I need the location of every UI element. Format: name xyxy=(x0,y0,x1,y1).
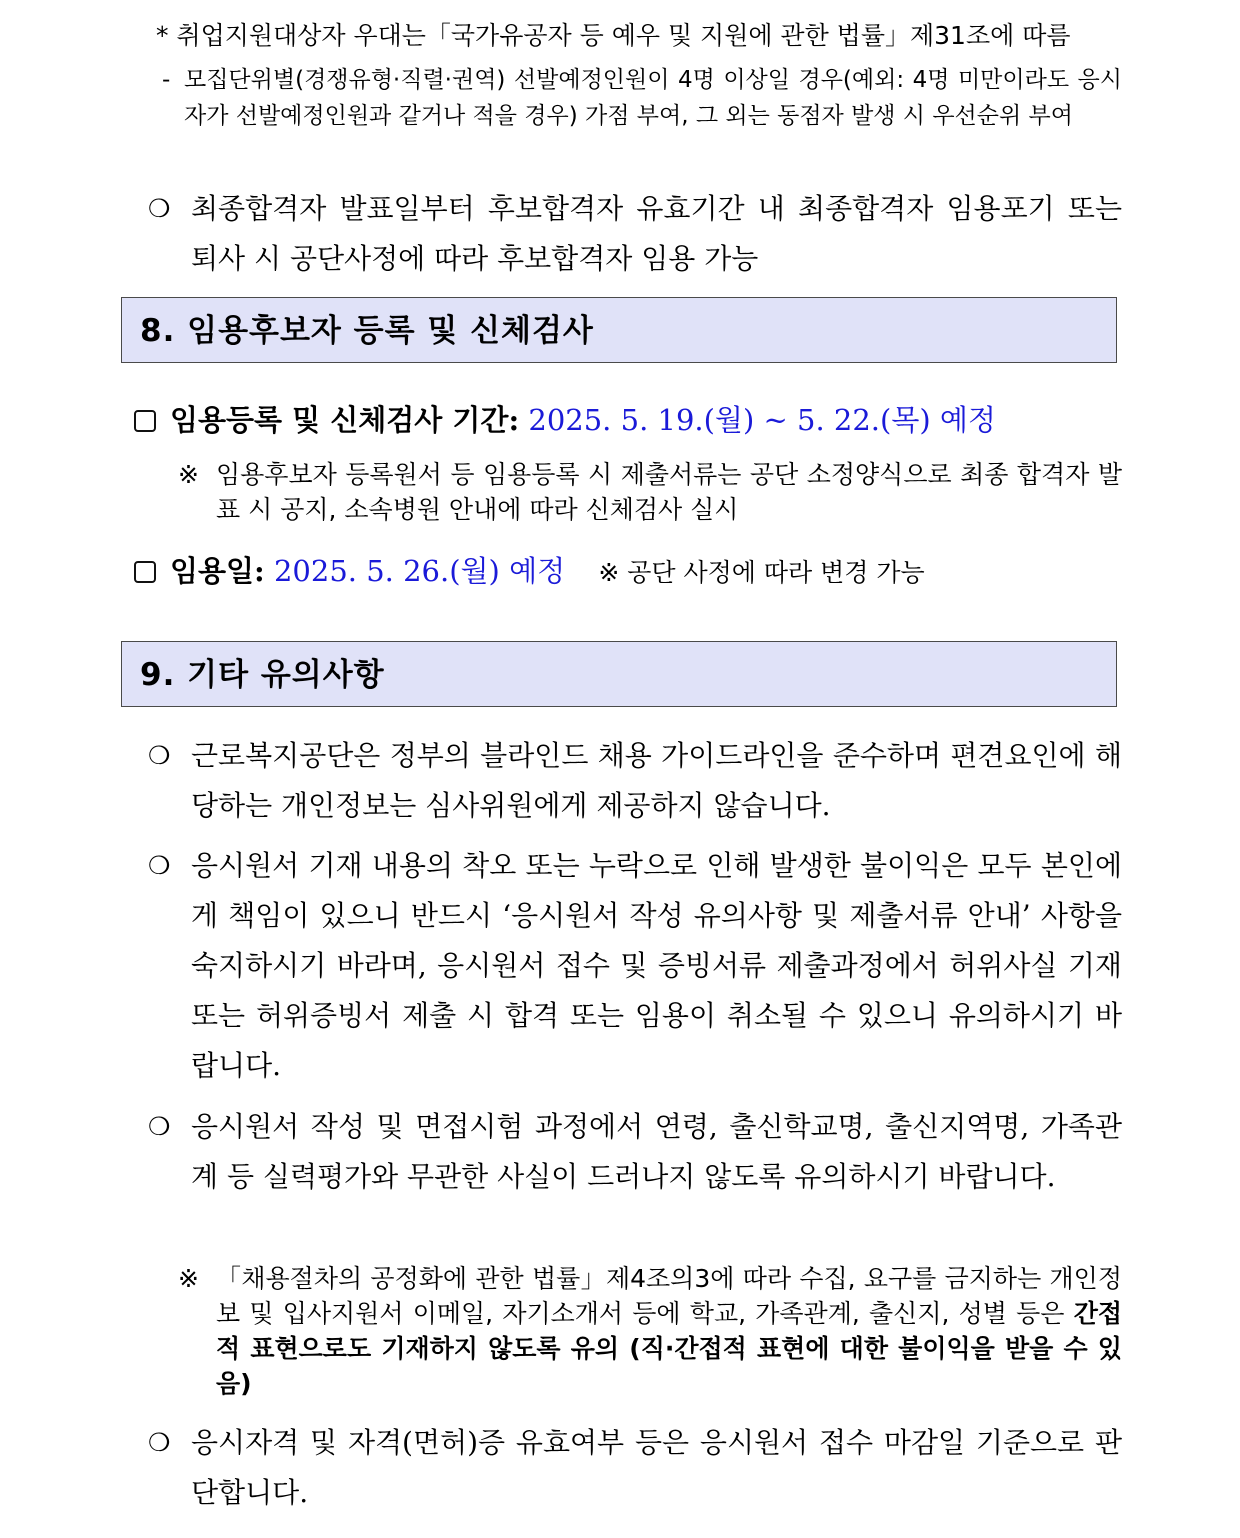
fair-hiring-law-text-bold: 간접적 표현으로도 기재하지 않도록 유의 (직·간접적 표현에 대한 불이익을 받을 수 있음) xyxy=(216,1299,1122,1398)
section-8-header xyxy=(121,297,1117,363)
square-bullet-icon xyxy=(134,561,156,583)
dash-mark: - xyxy=(162,67,171,93)
appointment-date-item xyxy=(134,549,1122,595)
fair-hiring-law-note xyxy=(178,1261,1122,1401)
reserve-candidate-item xyxy=(148,184,1122,284)
license-validity-text: 응시자격 및 자격(면허)증 유효여부 등은 응시원서 접수 마감일 기준으로 판단합니다. xyxy=(191,1426,1122,1509)
appointment-date-label: 임용일: xyxy=(170,554,265,588)
license-validity-item xyxy=(148,1418,1122,1518)
application-accuracy-item xyxy=(148,841,1122,1091)
registration-period-item xyxy=(134,398,1122,442)
registration-note-text: 임용후보자 등록원서 등 임용등록 시 제출서류는 공단 소정양식으로 최종 합격자 발표 시 공지, 소속병원 안내에 따라 신체검사 실시 xyxy=(216,460,1122,524)
reference-mark: ※ xyxy=(178,1264,199,1293)
circle-bullet-icon: ❍ xyxy=(148,1112,171,1141)
asterisk-mark: * xyxy=(156,21,169,50)
appointment-date: 2025. 5. 26.(월) 예정 xyxy=(273,554,566,588)
bonus-point-note-text: 모집단위별(경쟁유형·직렬·권역) 선발예정인원이 4명 이상일 경우(예외: 4명 미만이라도 응시자가 선발예정인원과 같거나 적을 경우) 가점 부여, 그 외는 동점자 발생 시 우선순위 부여 xyxy=(184,67,1122,129)
section-9-header xyxy=(121,641,1117,707)
reserve-candidate-text: 최종합격자 발표일부터 후보합격자 유효기간 내 최종합격자 임용포기 또는 퇴사 시 공단사정에 따라 후보합격자 임용 가능 xyxy=(191,192,1122,275)
personal-info-item xyxy=(148,1102,1122,1202)
section-8-title: 8. 임용후보자 등록 및 신체검사 xyxy=(140,313,594,349)
section-9-title: 9. 기타 유의사항 xyxy=(140,657,385,693)
registration-period-date: 2025. 5. 19.(월) ~ 5. 22.(목) 예정 xyxy=(528,403,996,437)
application-accuracy-text: 응시원서 기재 내용의 착오 또는 누락으로 인해 발생한 불이익은 모두 본인에게 책임이 있으니 반드시 ‘응시원서 작성 유의사항 및 제출서류 안내’ 사항을 숙지하시기 바라며, 응시원서 접수 및 증빙서류 제출과정에서 허위사실 기재 또는 허위증빙서 제출 시 합격 또는 임용이 취소될 수 있으니 유의하시기 바랍니다. xyxy=(191,849,1122,1082)
fair-hiring-law-text xyxy=(216,1261,1122,1401)
registration-period-label: 임용등록 및 신체검사 기간: xyxy=(170,403,520,437)
reference-mark: ※ xyxy=(178,460,199,489)
circle-bullet-icon: ❍ xyxy=(148,851,171,880)
preference-note xyxy=(156,18,1122,54)
blind-hiring-text: 근로복지공단은 정부의 블라인드 채용 가이드라인을 준수하며 편견요인에 해당하는 개인정보는 심사위원에게 제공하지 않습니다. xyxy=(191,739,1122,822)
blind-hiring-item xyxy=(148,731,1122,831)
square-bullet-icon xyxy=(134,410,156,432)
bonus-point-note xyxy=(162,62,1122,134)
circle-bullet-icon: ❍ xyxy=(148,194,171,223)
registration-note xyxy=(178,457,1122,527)
preference-note-text: 취업지원대상자 우대는「국가유공자 등 예우 및 지원에 관한 법률」제31조에 따름 xyxy=(176,21,1071,50)
personal-info-text: 응시원서 작성 및 면접시험 과정에서 연령, 출신학교명, 출신지역명, 가족관계 등 실력평가와 무관한 사실이 드러나지 않도록 유의하시기 바랍니다. xyxy=(191,1110,1122,1193)
circle-bullet-icon: ❍ xyxy=(148,741,171,770)
fair-hiring-law-text-normal: 「채용절차의 공정화에 관한 법률」제4조의3에 따라 수집, 요구를 금지하는 개인정보 및 입사지원서 이메일, 자기소개서 등에 학교, 가족관계, 출신지, 성별 등은 xyxy=(216,1264,1122,1328)
circle-bullet-icon: ❍ xyxy=(148,1428,171,1457)
appointment-change-note: ※ 공단 사정에 따라 변경 가능 xyxy=(598,558,925,587)
